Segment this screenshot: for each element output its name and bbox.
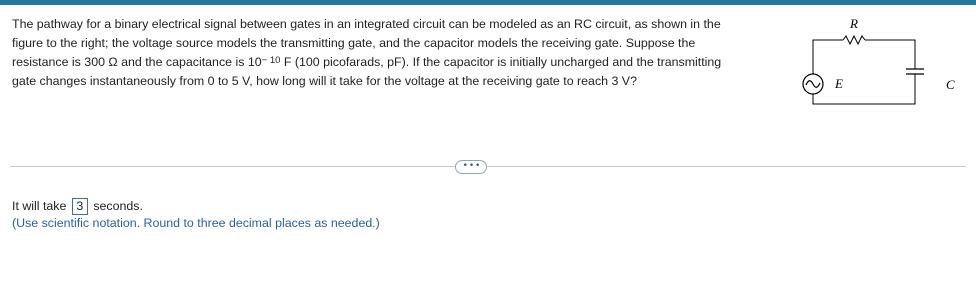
answer-input[interactable]: 3	[72, 198, 88, 215]
exponent: − 10	[261, 55, 281, 66]
answer-line	[12, 198, 143, 215]
question-line-3	[12, 53, 787, 72]
circuit-wire-bottom	[813, 74, 915, 104]
answer-prefix: It will take	[12, 199, 67, 213]
question-line-1: The pathway for a binary electrical signal between gates in an integrated circuit can be modeled as an RC circuit, as shown in the	[12, 17, 721, 31]
question-line-4: gate changes instantaneously from 0 to 5 V, how long will it take for the voltage at the receiving gate to reach 3 V?	[12, 74, 637, 88]
circuit-wire-top-right	[865, 40, 915, 69]
source-label: E	[835, 76, 843, 91]
expand-more-button[interactable]: • • •	[455, 160, 487, 174]
answer-hint: (Use scientific notation. Round to three decimal places as needed.)	[12, 216, 380, 230]
capacitor-symbol	[906, 69, 924, 74]
section-divider	[10, 166, 966, 167]
question-line-3-end: F (100 picofarads, pF). If the capacitor is initially uncharged and the transmitting	[280, 55, 722, 69]
capacitor-label: C	[946, 77, 955, 92]
question-line-3-start: resistance is 300 Ω and the capacitance is 10	[12, 55, 262, 69]
answer-suffix: seconds.	[93, 199, 143, 213]
circuit-wire	[813, 40, 843, 74]
rc-circuit-diagram	[800, 10, 970, 135]
question-line-2: figure to the right; the voltage source models the transmitting gate, and the capacitor models the receiving gate. Suppose the	[12, 36, 696, 50]
resistor-label: R	[850, 16, 858, 31]
resistor-symbol	[843, 36, 865, 44]
question-text	[12, 15, 787, 91]
top-bar	[0, 0, 976, 5]
